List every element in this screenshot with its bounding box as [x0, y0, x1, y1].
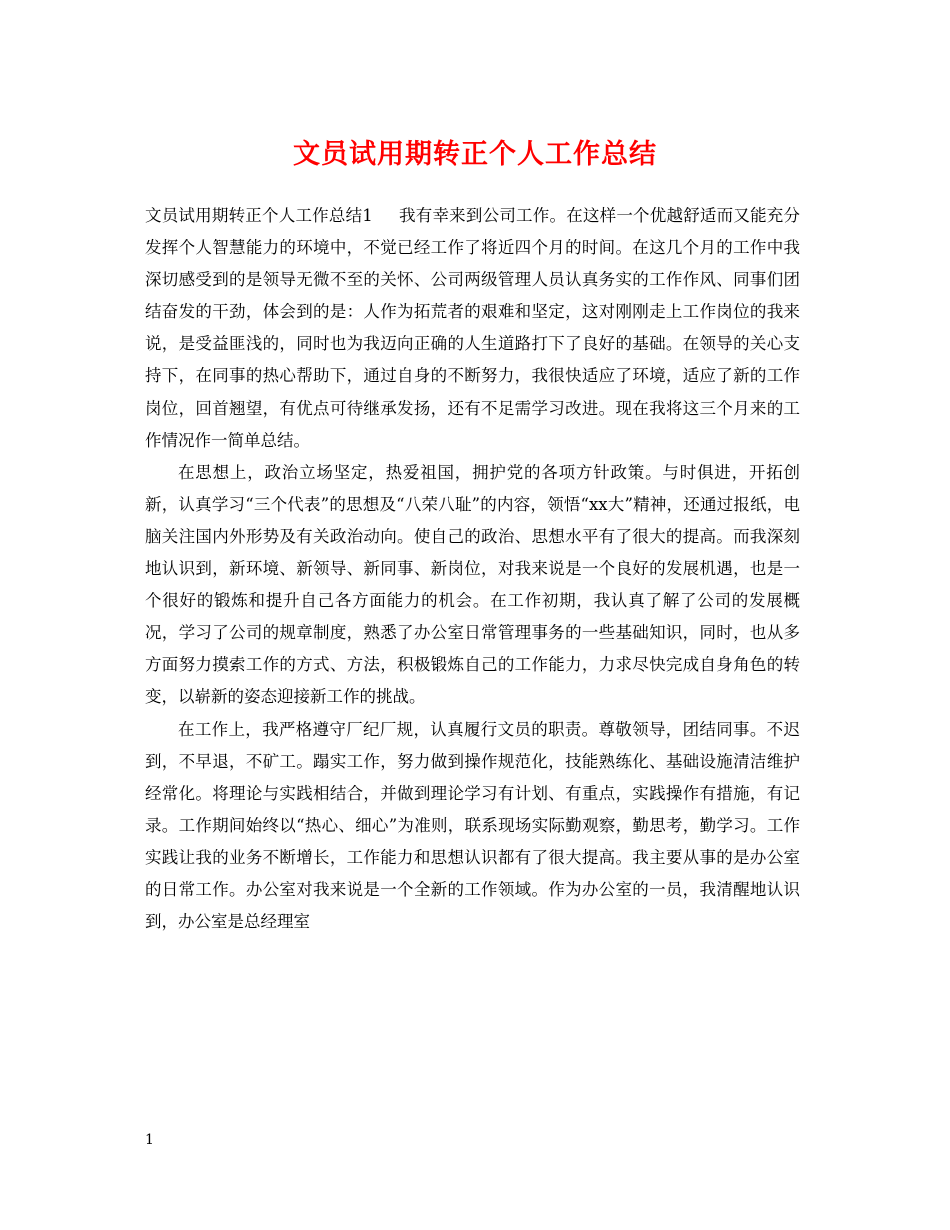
paragraph-2: 在思想上，政治立场坚定，热爱祖国，拥护党的各项方针政策。与时俱进，开拓创新，认真学习“三个代表”的思想及“八荣八耻”的内容，领悟“xx大”精神，还通过报纸，电脑关注国内外形势及有关政治动向。使自己的政治、思想水平有了很大的提高。而我深刻地认识到，新环境、新领导、新同事、新岗位，对我来说是一个良好的发展机遇，也是一个很好的锻炼和提升自己各方面能力的机会。在工作初期，我认真了解了公司的发展概况，学习了公司的规章制度，熟悉了办公室日常管理事务的一些基础知识，同时，也从多方面努力摸索工作的方式、方法，积极锻炼自己的工作能力，力求尽快完成自身角色的转变，以崭新的姿态迎接新工作的挑战。 — [145, 462, 800, 707]
document-body — [145, 200, 800, 938]
paragraph-3: 在工作上，我严格遵守厂纪厂规，认真履行文员的职责。尊敬领导，团结同事。不迟到，不早退，不矿工。蹋实工作，努力做到操作规范化，技能熟练化、基础设施清洁维护经常化。将理论与实践相结合，并做到理论学习有计划、有重点，实践操作有措施，有记录。工作期间始终以“热心、细心”为准则，联系现场实际勤观察，勤思考，勤学习。工作实践让我的业务不断增长，工作能力和思想认识都有了很大提高。我主要从事的是办公室的日常工作。办公室对我来说是一个全新的工作领域。作为办公室的一员，我清醒地认识到，办公室是总经理室 — [145, 719, 800, 932]
paragraph-1-text: 我有幸来到公司工作。在这样一个优越舒适而又能充分发挥个人智慧能力的环境中，不觉已经工作了将近四个月的时间。在这几个月的工作中我深切感受到的是领导无微不至的关怀、公司两级管理人员认真务实的工作作风、同事们团结奋发的干劲，体会到的是：人作为拓荒者的艰难和坚定，这对刚刚走上工作岗位的我来说，是受益匪浅的，同时也为我迈向正确的人生道路打下了良好的基础。在领导的关心支持下，在同事的热心帮助下，通过自身的不断努力，我很快适应了环境，适应了新的工作岗位，回首翘望，有优点可待继承发扬，还有不足需学习改进。现在我将这三个月来的工作情况作一简单总结。 — [145, 206, 801, 450]
page-number: 1 — [145, 1132, 154, 1148]
document-title: 文员试用期转正个人工作总结 — [293, 139, 657, 170]
paragraph-1 — [145, 200, 800, 457]
intro-heading: 文员试用期转正个人工作总结1 — [145, 206, 373, 225]
